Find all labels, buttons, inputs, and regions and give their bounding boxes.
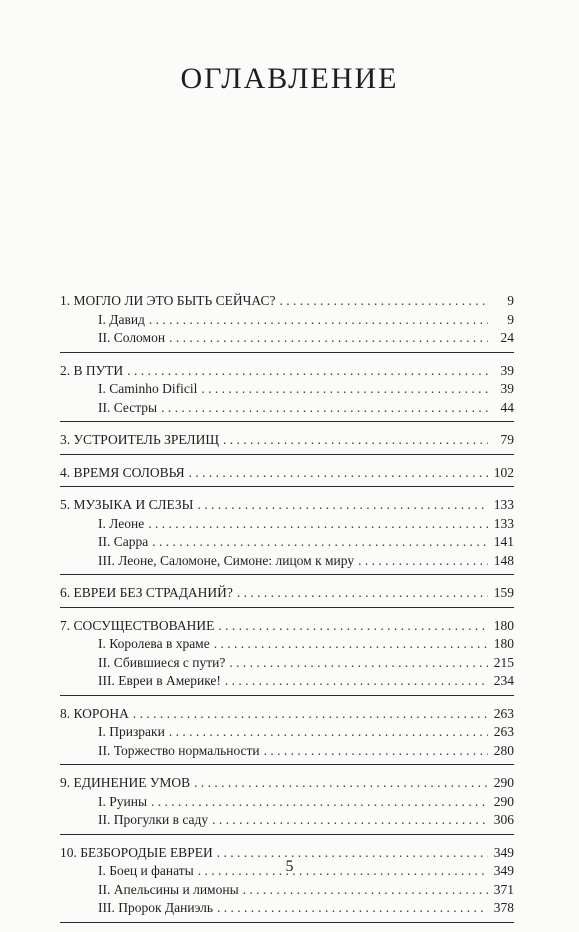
section-entry-title: III. Пророк Даниэль: [98, 900, 214, 915]
section-entry-title: III. Леоне, Саломоне, Симоне: лицом к миру: [98, 552, 355, 568]
chapter-entry-page: 102: [493, 464, 514, 480]
section-entry: [60, 672, 514, 691]
section-entry: [60, 899, 514, 918]
section-entry-title: I. Боец и фанаты: [98, 863, 194, 878]
section-entry-page: 44: [500, 399, 514, 415]
section-entry-title: II. Сестры: [98, 399, 158, 415]
dot-leader: [152, 533, 488, 552]
section-entry: [60, 515, 514, 534]
toc-chapter: [60, 496, 514, 575]
dot-leader: [169, 723, 488, 742]
dot-leader: [264, 742, 488, 761]
chapter-entry-page: 159: [493, 585, 514, 600]
section-entry-title: I. Призраки: [98, 724, 165, 739]
dot-leader: [229, 654, 488, 673]
section-entry-page: 180: [493, 636, 514, 651]
section-entry: [60, 723, 514, 742]
section-entry: [60, 329, 514, 348]
chapter-entry-title: 10. БЕЗБОРОДЫЕ ЕВРЕИ: [60, 844, 213, 860]
chapter-entry: [60, 464, 514, 483]
section-entry-title: I. Руины: [98, 793, 148, 809]
section-entry-title: I. Леоне: [98, 515, 145, 531]
chapter-entry-page: 290: [493, 775, 514, 790]
dot-leader: [358, 552, 488, 571]
section-entry-title: II. Апельсины и лимоны: [98, 881, 239, 897]
chapter-entry-title: 3. УСТРОИТЕЛЬ ЗРЕЛИЩ: [60, 432, 219, 447]
dot-leader: [225, 672, 488, 691]
toc-chapter: [60, 774, 514, 835]
section-entry-page: 290: [493, 793, 514, 809]
chapter-entry: [60, 584, 514, 603]
toc-chapter: [60, 617, 514, 696]
dot-leader: [243, 881, 488, 900]
toc-chapter: [60, 584, 514, 608]
section-entry: [60, 881, 514, 900]
toc-chapter: [60, 292, 514, 353]
chapter-entry: [60, 431, 514, 450]
page-number: 5: [285, 858, 294, 875]
table-of-contents: [60, 292, 514, 932]
dot-leader: [169, 329, 488, 348]
dot-leader: [212, 811, 488, 830]
chapter-entry-page: 133: [493, 497, 514, 512]
chapter-entry-page: 263: [493, 705, 514, 721]
chapter-entry-title: 2. В ПУТИ: [60, 362, 124, 378]
dot-leader: [161, 399, 488, 418]
chapter-entry: [60, 292, 514, 311]
section-entry-page: 141: [493, 534, 514, 549]
section-entry-page: 263: [493, 724, 514, 739]
page-title: ОГЛАВЛЕНИЕ: [180, 62, 399, 95]
section-entry-page: 215: [493, 654, 514, 670]
section-entry-title: I. Caminho Dificil: [98, 381, 198, 396]
chapter-entry-page: 39: [500, 362, 514, 378]
section-entry: [60, 635, 514, 654]
section-entry: [60, 742, 514, 761]
dot-leader: [201, 380, 488, 399]
chapter-entry-title: 1. МОГЛО ЛИ ЭТО БЫТЬ СЕЙЧАС?: [60, 293, 276, 308]
dot-leader: [133, 705, 488, 724]
dot-leader: [127, 362, 488, 381]
section-entry-page: 234: [493, 673, 514, 688]
section-entry-page: 280: [493, 742, 514, 758]
dot-leader: [214, 635, 488, 654]
chapter-entry: [60, 774, 514, 793]
toc-chapter: [60, 464, 514, 488]
section-entry-title: II. Сарра: [98, 534, 149, 549]
section-entry: [60, 380, 514, 399]
toc-chapter: [60, 705, 514, 766]
dot-leader: [149, 311, 488, 330]
chapter-entry-title: 4. ВРЕМЯ СОЛОВЬЯ: [60, 464, 185, 480]
dot-leader: [217, 899, 488, 918]
section-entry-title: II. Торжество нормальности: [98, 742, 260, 758]
dot-leader: [194, 774, 488, 793]
section-entry: [60, 654, 514, 673]
section-entry-title: I. Давид: [98, 311, 145, 327]
toc-chapter: [60, 431, 514, 455]
section-entry-page: 371: [493, 881, 514, 897]
dot-leader: [197, 496, 488, 515]
section-entry-page: 306: [493, 812, 514, 827]
chapter-entry-title: 6. ЕВРЕИ БЕЗ СТРАДАНИЙ?: [60, 585, 233, 600]
section-entry-title: III. Евреи в Америке!: [98, 673, 221, 688]
toc-chapter: [60, 362, 514, 423]
dot-leader: [223, 431, 488, 450]
chapter-entry-page: 180: [493, 617, 514, 633]
dot-leader: [218, 617, 488, 636]
section-entry-page: 24: [500, 330, 514, 345]
section-entry: [60, 533, 514, 552]
section-entry: [60, 552, 514, 571]
chapter-entry-title: 9. ЕДИНЕНИЕ УМОВ: [60, 775, 191, 790]
section-entry: [60, 811, 514, 830]
section-entry-page: 349: [493, 863, 514, 878]
dot-leader: [148, 515, 488, 534]
dot-leader: [279, 292, 488, 311]
chapter-entry-page: 349: [493, 844, 514, 860]
chapter-entry-title: 5. МУЗЫКА И СЛЕЗЫ: [60, 497, 194, 512]
section-entry-title: I. Королева в храме: [98, 636, 210, 651]
chapter-entry-page: 9: [507, 293, 514, 308]
chapter-entry: [60, 496, 514, 515]
section-entry: [60, 793, 514, 812]
chapter-entry: [60, 362, 514, 381]
dot-leader: [189, 464, 488, 483]
section-entry-page: 148: [493, 552, 514, 568]
chapter-entry: [60, 617, 514, 636]
dot-leader: [151, 793, 488, 812]
chapter-entry-title: 8. КОРОНА: [60, 705, 129, 721]
section-entry: [60, 311, 514, 330]
section-entry-page: 378: [493, 900, 514, 915]
section-entry-page: 39: [500, 381, 514, 396]
section-entry-title: II. Сбившиеся с пути?: [98, 654, 226, 670]
dot-leader: [237, 584, 488, 603]
section-entry-title: II. Прогулки в саду: [98, 812, 209, 827]
chapter-entry-page: 79: [500, 432, 514, 447]
section-entry: [60, 399, 514, 418]
section-entry-page: 133: [493, 515, 514, 531]
section-entry-page: 9: [507, 311, 514, 327]
chapter-entry-title: 7. СОСУЩЕСТВОВАНИЕ: [60, 617, 215, 633]
section-entry-title: II. Соломон: [98, 330, 166, 345]
chapter-entry: [60, 705, 514, 724]
toc-chapter: [60, 844, 514, 923]
